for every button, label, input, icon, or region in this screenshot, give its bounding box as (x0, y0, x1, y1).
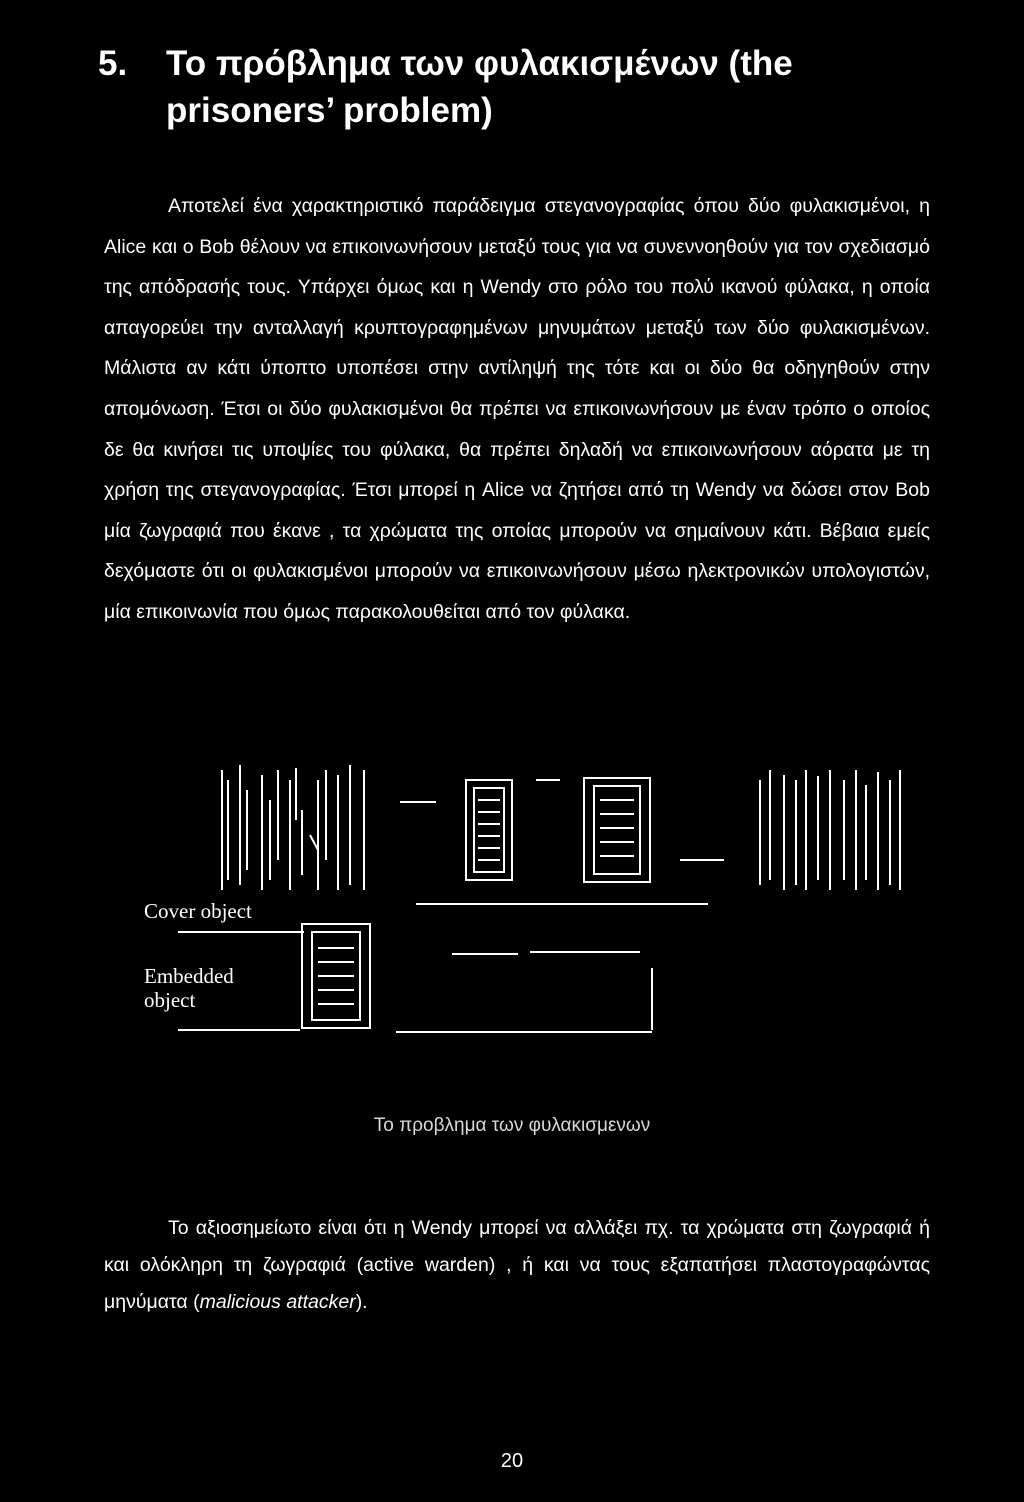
cover-object-left-bars (222, 765, 364, 890)
section-title-line2: prisoners’ problem) (166, 91, 493, 130)
prisoners-problem-figure (0, 740, 1024, 1060)
body-paragraph-main: Αποτελεί ένα χαρακτηριστικό παράδειγμα στεγανογραφίας όπου δύο φυλακισμένοι, η Alice και ο Bob θέλουν να επικοινωνήσουν μεταξύ τους για να συνεννοηθούν για τον σχεδιασμό της απόδρασής τους. Υπάρχει όμως και η Wendy στο ρόλο του πολύ ικανού φύλακα, η οποία απαγορεύει την ανταλλαγή κρυπτογραφημένων μηνυμάτων μεταξύ των δύο φυλακισμένων. Μάλιστα αν κάτι ύποπτο υποπέσει στην αντίληψή της τότε και οι δύο θα οδηγηθούν στην απομόνωση. Έτσι οι δύο φυλακισμένοι θα πρέπει να επικοινωνήσουν με έναν τρόπο ο οποίος δε θα κινήσει τις υποψίες του φύλακα, θα πρέπει δηλαδή να επικοινωνήσουν αόρατα με τη χρήση της στεγανογραφίας. Έτσι μπορεί η Alice να ζητήσει από τη Wendy να δώσει στον Bob μία ζωγραφιά που έκανε , τα χρώματα της οποίας μπορούν να σημαίνουν κάτι. Βέβαια εμείς δεχόμαστε ότι οι φυλακισμένοι μπορούν να επικοινωνήσουν μέσω ηλεκτρονικών υπολογιστών, μία επικοινωνία που όμως παρακολουθείται από τον φύλακα. (104, 195, 930, 623)
cover-object-label: Cover object (144, 899, 252, 923)
document-icon-2 (584, 778, 650, 882)
section-title-line1: Το πρόβλημα των φυλακισμένων (the (166, 44, 793, 83)
malicious-attacker-term: malicious attacker (199, 1291, 356, 1313)
embedded-object-label-line1: Embedded (144, 964, 234, 988)
document-icon-1 (466, 780, 512, 880)
body-paragraph-bottom (104, 1210, 930, 1321)
embedded-object-label-line2: object (144, 988, 196, 1012)
bottom-text-after: ). (355, 1291, 368, 1313)
page-number: 20 (500, 1450, 524, 1472)
cover-object-right-bars (760, 770, 900, 890)
bottom-text-before: Το αξιοσημείωτο είναι ότι η Wendy μπορεί να αλλάξει πχ. τα χρώματα στη ζωγραφιά ή και ολόκληρη τη ζωγραφιά (active warden) , ή και να τους εξαπατήσει πλαστογραφώντας μηνύματα ( (104, 1217, 930, 1313)
section-heading (98, 40, 958, 134)
section-number: 5. (98, 44, 128, 83)
figure-caption: Το προβλημα των φυλακισμενων (373, 1115, 651, 1136)
embedded-object-icon (302, 924, 652, 1032)
